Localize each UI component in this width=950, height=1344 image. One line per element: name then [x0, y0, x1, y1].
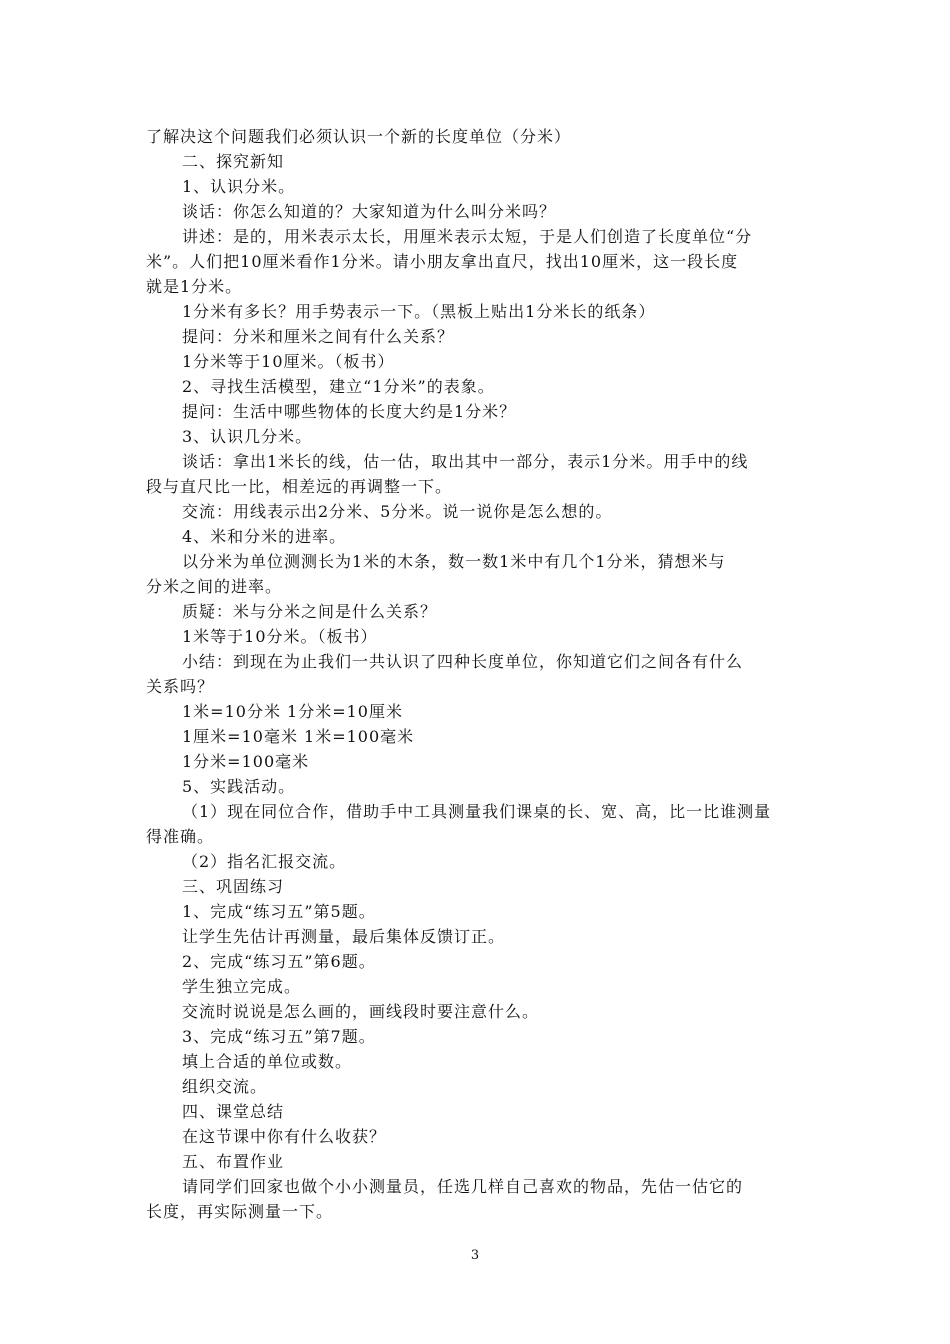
- text-line: 提问：生活中哪些物体的长度大约是1分米？: [182, 402, 517, 421]
- text-line: 填上合适的单位或数。: [182, 1052, 353, 1071]
- text-line: 谈话：拿出1米长的线，估一估，取出其中一部分，表示1分米。用手中的线: [182, 452, 749, 471]
- text-line: 2、完成“练习五”第6题。: [182, 952, 376, 971]
- text-line: 交流：用线表示出2分米、5分米。说一说你是怎么想的。: [182, 502, 613, 521]
- text-line: 1厘米=10毫米 1米=100毫米: [182, 727, 415, 746]
- text-line: （1）现在同位合作，借助手中工具测量我们课桌的长、宽、高，比一比谁测量: [182, 802, 772, 821]
- text-line: 在这节课中你有什么收获？: [182, 1127, 387, 1146]
- text-line: 5、实践活动。: [182, 777, 296, 796]
- text-line: 请同学们回家也做个小小测量员，任选几样自己喜欢的物品，先估一估它的: [182, 1177, 744, 1196]
- text-line: 让学生先估计再测量，最后集体反馈订正。: [182, 927, 506, 946]
- text-line: 交流时说说是怎么画的，画线段时要注意什么。: [182, 1002, 540, 1021]
- document-body: [146, 124, 808, 1224]
- text-line: 关系吗？: [146, 677, 215, 696]
- text-line: 长度，再实际测量一下。: [146, 1202, 334, 1221]
- text-line: 学生独立完成。: [182, 977, 302, 996]
- text-line: 1米=10分米 1分米=10厘米: [182, 702, 403, 721]
- text-line: 3、完成“练习五”第7题。: [182, 1027, 376, 1046]
- text-line: 段与直尺比一比，相差远的再调整一下。: [146, 477, 453, 496]
- text-line: 1分米有多长？用手势表示一下。（黑板上贴出1分米长的纸条）: [182, 302, 656, 321]
- text-line: 谈话：你怎么知道的？大家知道为什么叫分米吗？: [182, 202, 557, 221]
- text-line: 小结：到现在为止我们一共认识了四种长度单位，你知道它们之间各有什么: [182, 652, 744, 671]
- text-line: 分米之间的进率。: [146, 577, 283, 596]
- text-line: 了解决这个问题我们必须认识一个新的长度单位（分米）: [146, 127, 572, 146]
- text-line: （2）指名汇报交流。: [182, 852, 347, 871]
- text-line: 1、完成“练习五”第5题。: [182, 902, 376, 921]
- text-line: 米”。人们把10厘米看作1分米。请小朋友拿出直尺，找出10厘米，这一段长度: [146, 252, 739, 271]
- text-line: 3、认识几分米。: [182, 427, 313, 446]
- text-line: 三、巩固练习: [182, 877, 285, 896]
- text-line: 二、探究新知: [182, 152, 285, 171]
- text-line: 提问：分米和厘米之间有什么关系？: [182, 327, 455, 346]
- text-line: 1分米=100毫米: [182, 752, 310, 771]
- text-line: 2、寻找生活模型，建立“1分米”的表象。: [182, 377, 495, 396]
- text-line: 五、布置作业: [182, 1152, 285, 1171]
- text-line: 讲述：是的，用米表示太长，用厘米表示太短，于是人们创造了长度单位“分: [182, 227, 753, 246]
- text-line: 以分米为单位测测长为1米的木条，数一数1米中有几个1分米，猜想米与: [182, 552, 726, 571]
- text-line: 4、米和分米的进率。: [182, 527, 347, 546]
- text-line: 四、课堂总结: [182, 1102, 285, 1121]
- text-line: 1米等于10分米。（板书）: [182, 627, 378, 646]
- text-line: 组织交流。: [182, 1077, 268, 1096]
- text-line: 1、认识分米。: [182, 177, 296, 196]
- text-line: 质疑：米与分米之间是什么关系？: [182, 602, 438, 621]
- page-number: 3: [470, 1248, 480, 1263]
- text-line: 1分米等于10厘米。（板书）: [182, 352, 395, 371]
- text-line: 得准确。: [146, 827, 215, 846]
- text-line: 就是1分米。: [146, 277, 243, 296]
